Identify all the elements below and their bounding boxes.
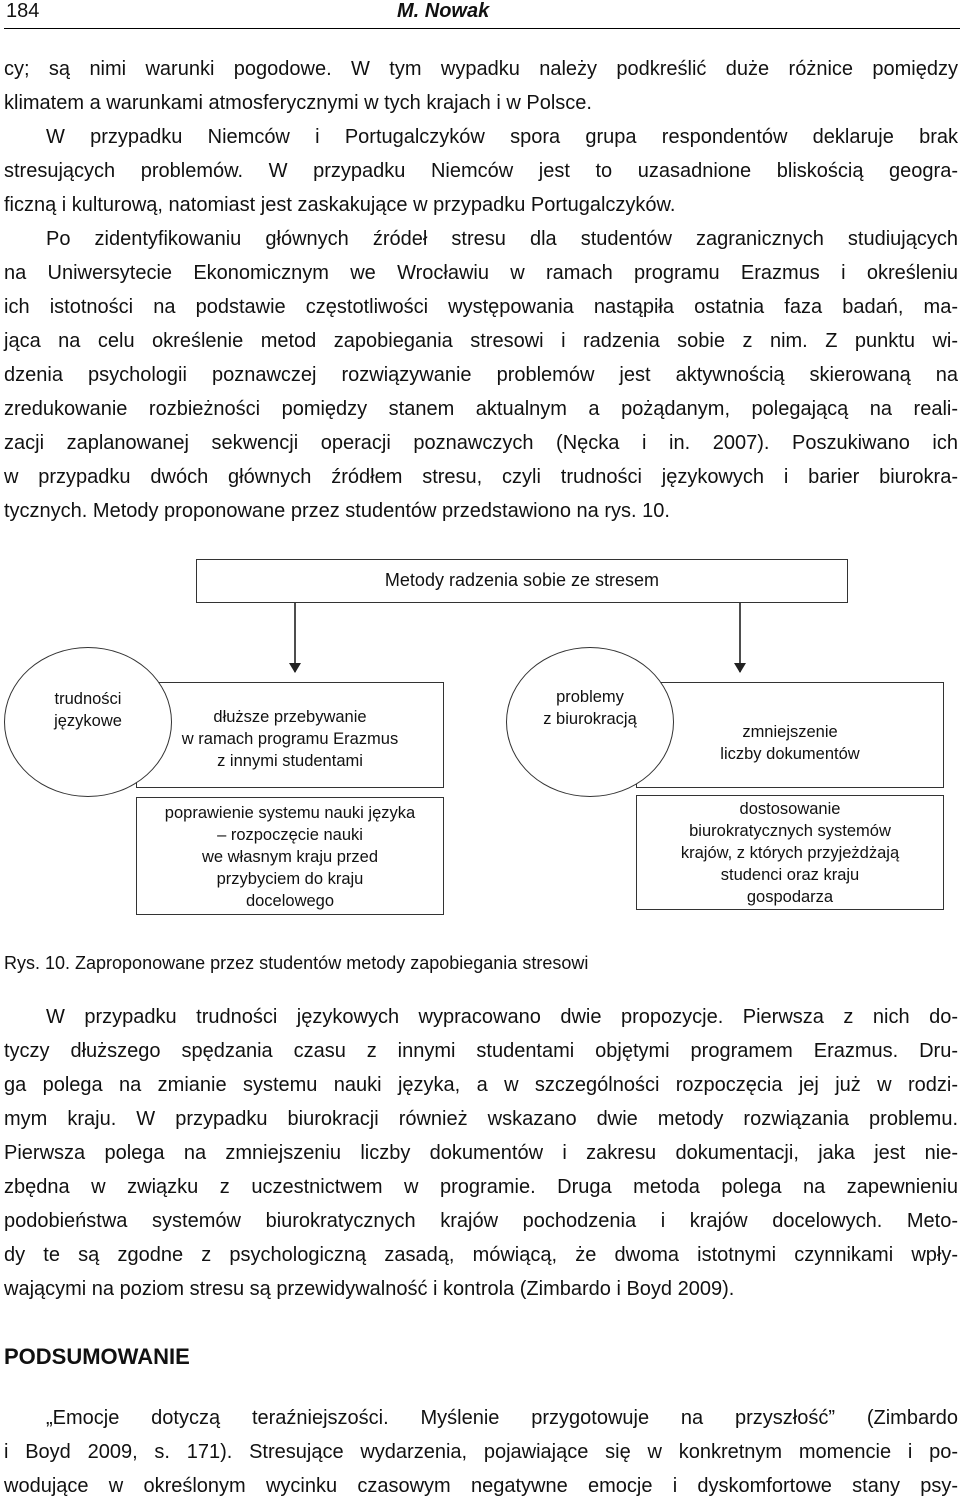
text-line: zredukowanie rozbieżności pomiędzy stanem aktualnym a pożądanym, polegającą na reali- <box>4 398 958 420</box>
text-line: tyczy dłuższego spędzania czasu z innymi studentami objętymi programem Erazmus. Dru- <box>4 1040 958 1062</box>
left-box-1 <box>136 682 444 788</box>
text-line: w przypadku dwóch głównych źródłem stresu, czyli trudności językowych i barier biurokra- <box>4 466 958 488</box>
running-head: M. Nowak <box>397 0 490 22</box>
text-line: dy te są zgodne z psychologiczną zasadą, mówiącą, że dwoma istotnymi czynnikami wpły- <box>4 1244 958 1266</box>
text-line: tycznych. Metody proponowane przez studentów przedstawiono na rys. 10. <box>4 500 670 522</box>
text-line: W przypadku Niemców i Portugalczyków spora grupa respondentów deklaruje brak <box>46 126 958 148</box>
box-line: biurokratycznych systemów <box>689 822 891 840</box>
diagram-title-box <box>196 559 848 603</box>
text-line: podobieństwa systemów biurokratycznych krajów pochodzenia i krajów docelowych. Meto- <box>4 1210 958 1232</box>
diagram-title: Metody radzenia sobie ze stresem <box>384 570 660 590</box>
text-line: klimatem a warunkami atmosferycznymi w tych krajach i w Polsce. <box>4 92 592 114</box>
box-line: dłuższe przebywanie <box>213 708 367 726</box>
right-box-1 <box>636 682 944 788</box>
box-line: zmniejszenie <box>742 723 838 741</box>
right-box-2 <box>636 795 944 910</box>
box-line: liczby dokumentów <box>720 745 860 763</box>
figure-caption: Rys. 10. Zaproponowane przez studentów metody zapobiegania stresowi <box>4 953 589 973</box>
ellipse-line: językowe <box>54 712 122 730</box>
box-line: we własnym kraju przed <box>201 848 379 866</box>
ellipse-line: trudności <box>54 690 122 708</box>
box-line: studenci oraz kraju <box>720 866 860 884</box>
left-ellipse <box>4 647 172 797</box>
section-title: PODSUMOWANIE <box>4 1344 190 1369</box>
text-line: ficzną i kulturową, natomiast jest zaskakujące w przypadku Portugalczyków. <box>4 194 676 216</box>
text-line: mym kraju. W przypadku biurokracji również wskazano dwie metody rozwiązania problemu. <box>4 1108 958 1130</box>
box-line: z innymi studentami <box>217 752 363 770</box>
box-line: krajów, z których przyjeżdżają <box>680 844 900 862</box>
ellipse-line: z biurokracją <box>543 710 637 728</box>
text-line: ga polega na zmianie systemu nauki języka, a w szczególności rozpoczęcia jej już w rodzi- <box>4 1074 958 1096</box>
text-line: ich istotności na podstawie częstotliwości występowania nastąpiła ostatnia faza badań, ma- <box>4 296 958 318</box>
text-line: dzenia psychologii poznawczej rozwiązywanie problemów jest aktywnością skierowaną na <box>4 364 958 386</box>
box-line: poprawienie systemu nauki języka <box>164 804 416 822</box>
text-line: „Emocje dotyczą teraźniejszości. Myślenie przygotowuje na przyszłość” (Zimbardo <box>46 1407 958 1429</box>
right-ellipse <box>506 647 674 797</box>
text-line: Po zidentyfikowaniu głównych źródeł stresu dla studentów zagranicznych studiujących <box>46 228 958 250</box>
paragraph-3 <box>4 1000 958 1306</box>
text-line: zacji zaplanowanej sekwencji operacji poznawczych (Nęcka i in. 2007). Poszukiwano ich <box>4 432 958 454</box>
text-line: zbędna w związku z uczestnictwem w programie. Druga metoda polega na zapewnieniu <box>4 1176 958 1198</box>
ellipse-line: problemy <box>556 688 624 706</box>
text-line: cy; są nimi warunki pogodowe. W tym wypadku należy podkreślić duże różnice pomiędzy <box>4 58 958 80</box>
page-number: 184 <box>6 0 40 22</box>
text-line: na Uniwersytecie Ekonomicznym we Wrocławiu w ramach programu Erazmus i określeniu <box>4 262 958 284</box>
text-line: wodujące w określonym wycinku czasowym negatywne emocje i dyskomfortowe stany psy- <box>4 1475 958 1497</box>
box-line: przybyciem do kraju <box>216 870 364 888</box>
paragraph-4 <box>4 1401 958 1503</box>
text-line: W przypadku trudności językowych wypracowano dwie propozycje. Pierwsza z nich do- <box>46 1006 958 1028</box>
box-line: dostosowanie <box>739 800 841 818</box>
box-line: gospodarza <box>746 888 834 906</box>
box-line: docelowego <box>245 892 335 910</box>
text-line: jąca na celu określenie metod zapobiegania stresowi i radzenia sobie z nim. Z punktu wi- <box>4 330 958 352</box>
text-line: i Boyd 2009, s. 171). Stresujące wydarzenia, pojawiające się w konkretnym momencie i po- <box>4 1441 958 1463</box>
box-line: w ramach programu Erazmus <box>181 730 399 748</box>
text-line: stresujących problemów. W przypadku Niemców jest to uzasadnione bliskością geogra- <box>4 160 958 182</box>
box-line: – rozpoczęcie nauki <box>217 826 363 844</box>
left-box-2 <box>136 797 444 915</box>
text-line: Pierwsza polega na zmniejszeniu liczby dokumentów i zakresu dokumentacji, jaka jest nie- <box>4 1142 958 1164</box>
text-line: wającymi na poziom stresu są przewidywalność i kontrola (Zimbardo i Boyd 2009). <box>4 1278 735 1300</box>
